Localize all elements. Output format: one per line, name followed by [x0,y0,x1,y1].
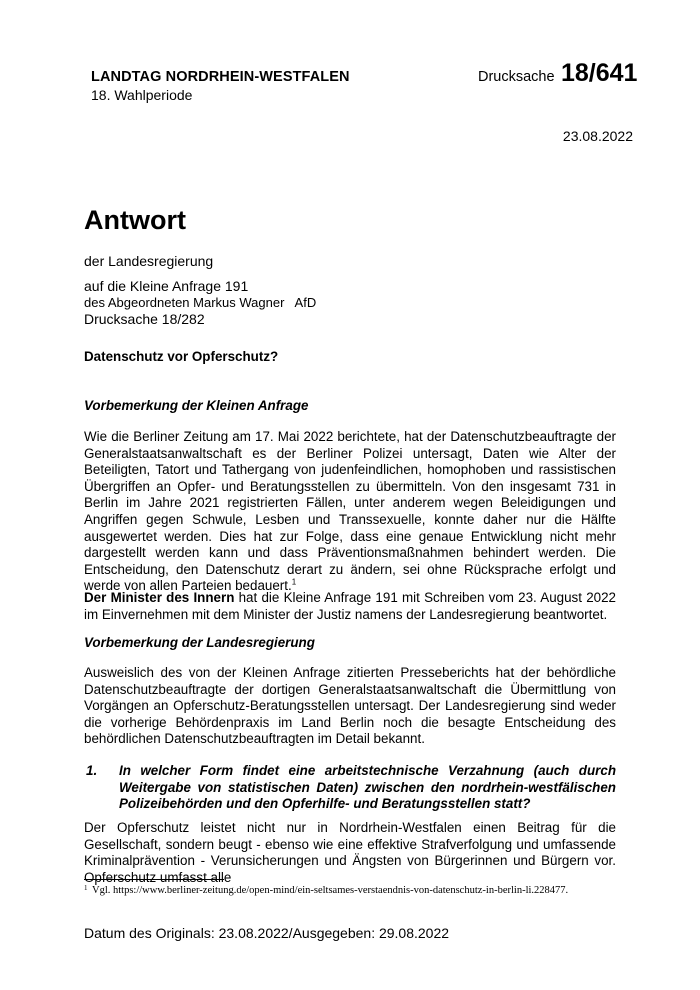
footnote-mark: 1 [84,884,88,892]
footer-dates: Datum des Originals: 23.08.2022/Ausgegeben: 29.08.2022 [84,925,450,941]
inquiry-preamble [84,429,616,595]
question-number: 1. [86,763,98,778]
topic-heading: Datenschutz vor Opferschutz? [84,349,279,364]
question-text: In welcher Form findet eine arbeitstechnische Verzahnung (auch durch Weitergabe von statistischen Daten) zwischen den nordrhein-westfälischen Polizeibehörden und den Opferhilfe- und Beratungsstellen statt? [119,763,616,812]
section-heading-inquiry: Vorbemerkung der Kleinen Anfrage [84,398,309,413]
inquiry-line-1: auf die Kleine Anfrage 191 [84,278,249,294]
minister-paragraph [84,590,616,623]
inquiry-line-2: des Abgeordneten Markus Wagner AfD [84,295,317,310]
footnote-ref: 1 [291,577,297,587]
parliament-name: LANDTAG NORDRHEIN-WESTFALEN [91,69,350,85]
footnote-text: Vgl. https://www.berliner-zeitung.de/open-mind/ein-seltsames-verstaendnis-von-datenschutz-in-berlin-li.228477. [92,885,569,896]
inquiry-line-3: Drucksache 18/282 [84,311,205,327]
document-date: 23.08.2022 [562,128,633,144]
section-heading-government: Vorbemerkung der Landesregierung [84,635,315,650]
drucksache-label: Drucksache [478,69,555,85]
minister-bold: Der Minister des Innern [84,590,235,605]
legislative-period: 18. Wahlperiode [91,87,193,103]
drucksache-number: 18/641 [561,59,638,87]
inquiry-preamble-text: Wie die Berliner Zeitung am 17. Mai 2022 berichtete, hat der Datenschutzbeauftragte der Generalstaatsanwaltschaft es der Berliner Polizei untersagt, Daten wie Alter der Beteiligten, Tatort und Tathergang von judenfeindlichen, homophoben und rassistischen Übergriffen an Opfer- und Beratungsstellen zu übermitteln. Von den insgesamt 731 in Berlin im Jahre 2021 registrierten Fällen, unter anderem wegen Beleidigungen und Angriffen gegen Schwule, Lesben und Transsexuelle, konnte daher nur die Hälfte ausgewertet werden. Dies hat zur Folge, dass eine genaue Entwicklung nicht mehr dargestellt werden kann und dass Präventionsmaßnahmen behindert werden. Die Entscheidung, den Datenschutz derart zu ändern, sei ohne Rücksprache erfolgt und werde von allen Parteien bedauert. [84,429,616,594]
document-subtitle: der Landesregierung [84,253,214,269]
answer-paragraph: Der Opferschutz leistet nicht nur in Nordrhein-Westfalen einen Beitrag für die Gesellschaft, sondern beugt - ebenso wie eine effektive Strafverfolgung und umfassende Kriminalprävention - Verunsicherungen und Ängsten von Bürgerinnen und Bürgern vor. Opferschutz umfasst alle [84,820,616,885]
government-preamble: Ausweislich des von der Kleinen Anfrage zitierten Presseberichts hat der behördliche Datenschutzbeauftragte der dortigen Generalstaatsanwaltschaft die Übermittlung von Vorgängen an Opferschutz-Beratungsstellen untersagt. Der Landesregierung sind weder die vorherige Behördenpraxis im Land Berlin noch die besagte Entscheidung des behördlichen Datenschutzbeauftragten im Detail bekannt. [84,665,616,747]
minister-text: hat die Kleine Anfrage 191 mit Schreiben vom 23. August 2022 im Einvernehmen mit dem Minister der Justiz namens der Landesregierung beantwortet. [84,590,616,622]
footnote [84,884,584,897]
footnote-divider [84,879,224,880]
document-title: Antwort [84,205,186,235]
